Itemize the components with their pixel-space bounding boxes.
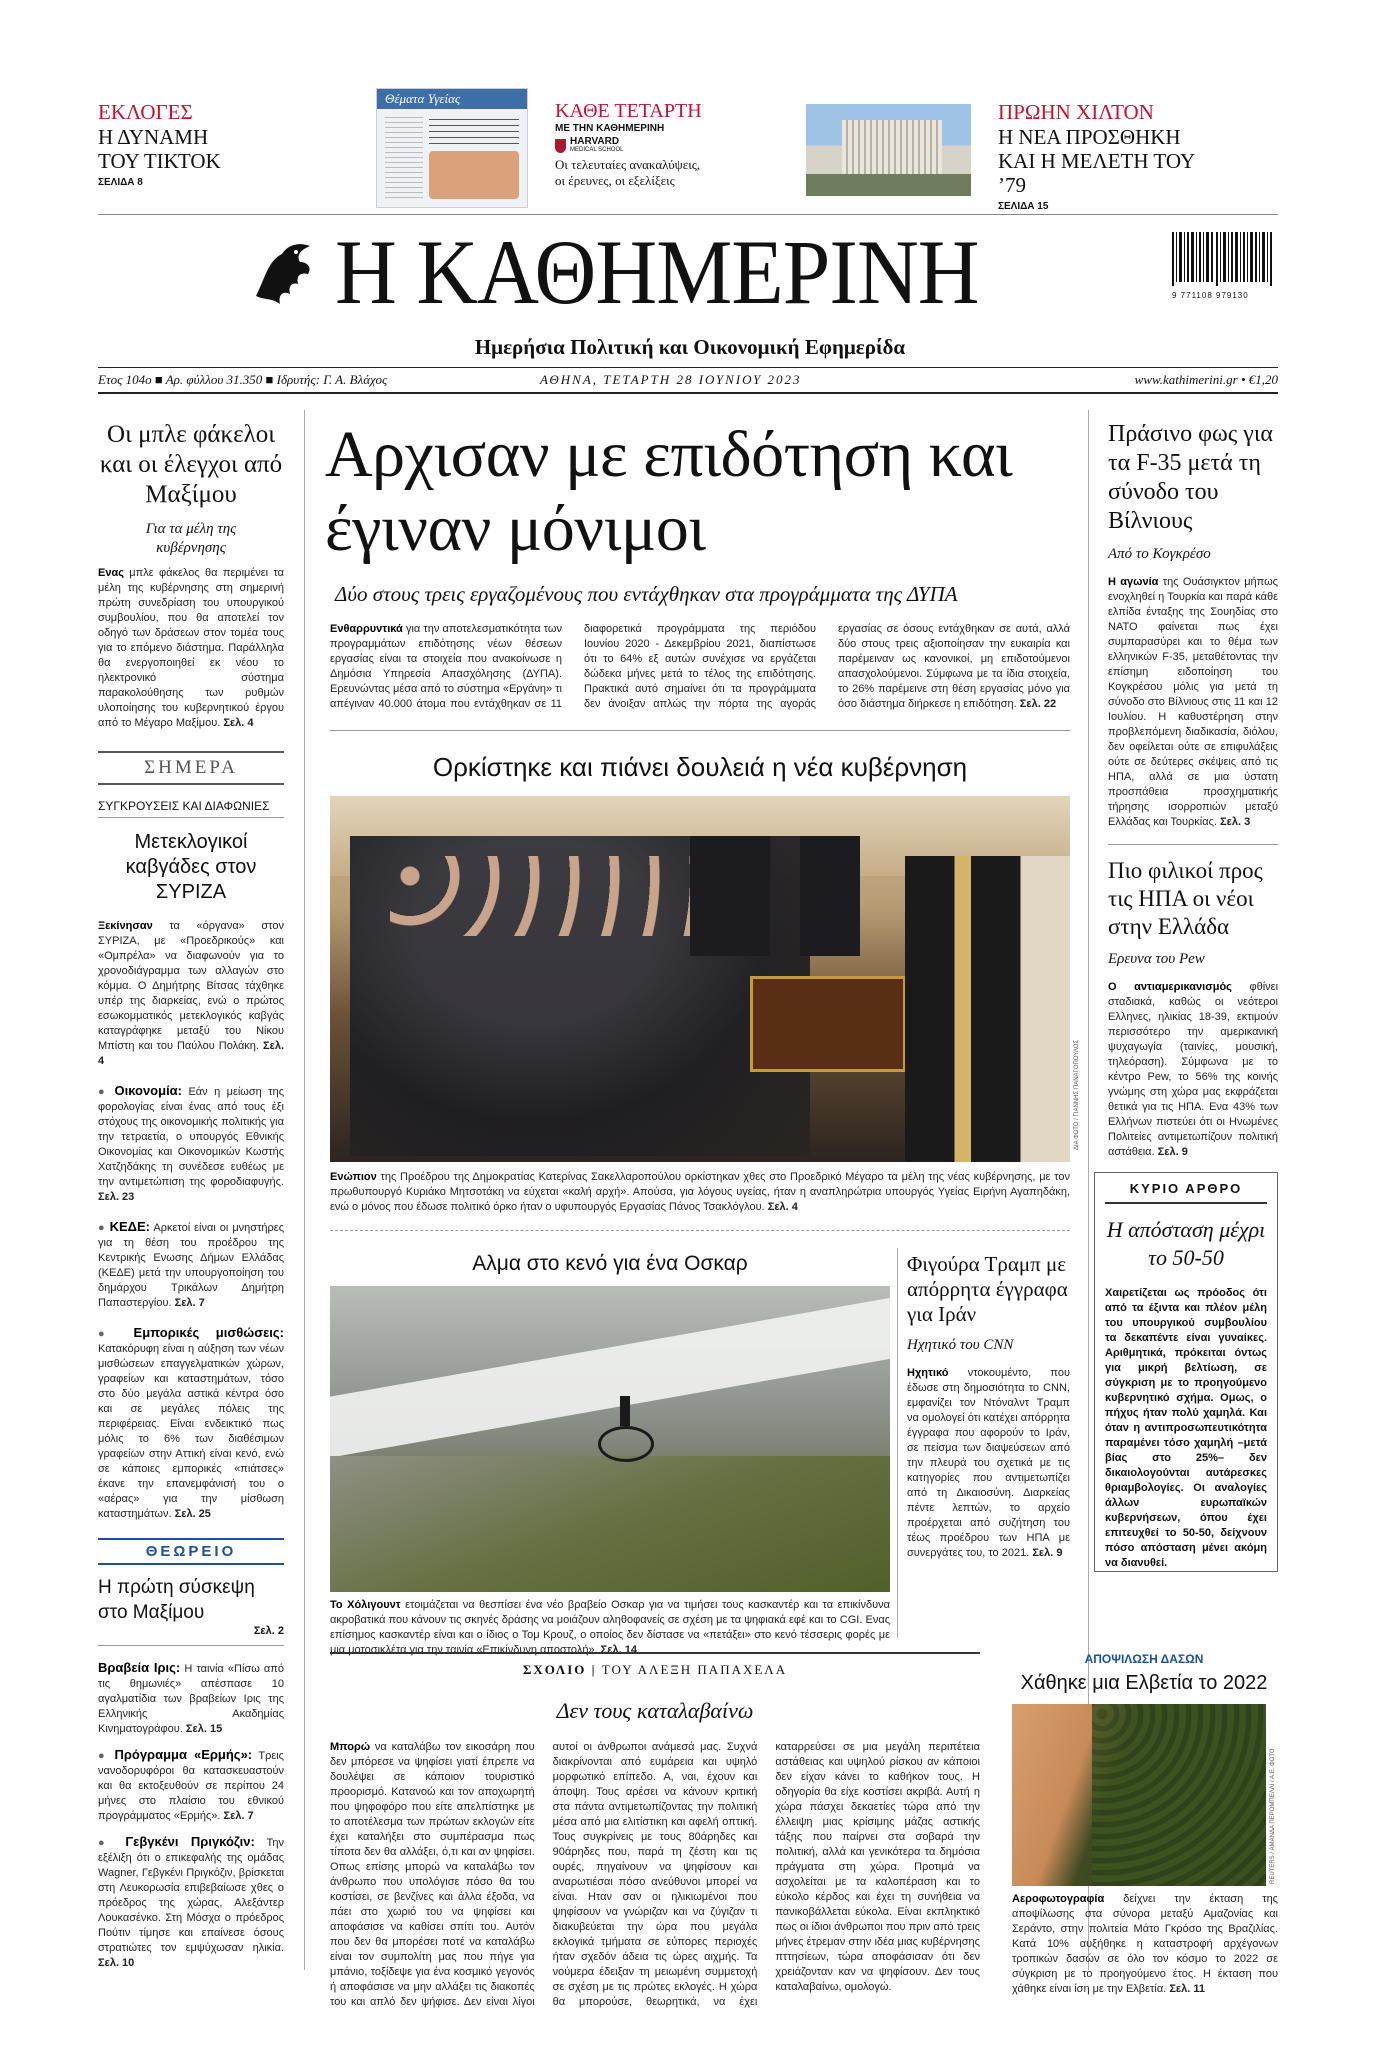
harvard-brand: HARVARD — [570, 136, 620, 147]
sxolio-author: ΤΟΥ ΑΛΕΞΗ ΠΑΠΑΧΕΛΑ — [601, 1662, 788, 1677]
brief-kede: ● ΚΕΔΕ: Αρκετοί είναι οι μνηστήρες για τη θέση του προέδρου της Κεντρικής Ενωσης Δήμων Ελλάδας (ΚΕΔΕ) μετά την υπουργοποίηση του δημάρχου Τρικάλων Δημήτρη Παπαστεργίου. Σελ. 7 — [98, 1219, 284, 1309]
brief-ermis: ● Πρόγραμμα «Ερμής»: Τρεις νανοδορυφόροι θα κατασκευαστούν και θα εκτοξευθούν σε περίπου 24 μήνες στο πλαίσιο του εθνικού προγράμματος «Ερμής». Σελ. 7 — [98, 1747, 284, 1822]
sxolio-title: Δεν τους καταλαβαίνω — [556, 1698, 754, 1723]
main-body: Ενθαρρυντικά για την αποτελεσματικότητα των προγραμμάτων επιδότησης νέων θέσεων εργασίας είναι τα στοιχεία που ανακοίνωσε η Δημόσια Υπηρεσία Απασχόλησης (ΔΥΠΑ). Ερευνώντας μέσα από το σύστημα «Εργάνη» τι απέγιναν 40.000 άτομα που εντάχθηκαν σε 11 διαφορετικά προγράμματα της περιόδου Ιουνίου 2020 - Δεκεμβρίου 2021, διαπίστωσε ότι το 64% εξ αυτών συνέχισε να εργάζεται δώδεκα μήνες μετά το τέλος της επιδότησης. Πρακτικά αυτό σημαίνει ότι τα προγράμματα δεν άνοιξαν απλώς την πόρτα της αγοράς εργασίας σε όσους εντάχθηκαν σε αυτά, αλλά δύο στους τρεις αξιοποίησαν την ευκαιρία και παρέμειναν ως κανονικοί, μη επιδοτούμενοι απασχολούμενοι. Σύμφωνα με τα ίδια στοιχεία, το 26% παρέμεινε στη θέση εργασίας μόνο για όσο διάστημα διήρκεσε η επιδότηση. Σελ. 22 — [330, 623, 1070, 710]
teaser-kicker: ΚΑΘΕ ΤΕΤΑΡΤΗ — [555, 100, 702, 122]
oscar-photo[interactable] — [330, 1286, 890, 1592]
newspaper-name: Η ΚΑΘΗΜΕΡΙΝΗ — [335, 221, 979, 323]
barcode — [1172, 232, 1274, 300]
top-rule — [98, 214, 1278, 215]
teaser-sub: ΜΕ ΤΗΝ ΚΑΘΗΜΕΡΙΝΗ — [555, 123, 665, 134]
right-story1-body: Η αγωνία της Ουάσιγκτον μήπως ενοχληθεί η Τουρκία και παρά κάθε ελπίδα ένταξης της Σουηδίας στο ΝΑΤΟ φαίνεται πως έχει συμπαρασύρει και το θέμα των ελληνικών F-35, μεταθέτοντας την επίσημη ειδοποίηση του Κογκρέσου μόλις για μετά τη σύνοδο στο Βίλνιους στις 11 και 12 Ιουλίου. Η καθυστέρηση στην προβλεπόμενη διαδικασία, διόλου, δεν οφείλεται ούτε σε επιφυλάξεις ούτε σε δεύτερες σκέψεις από τις ΗΠΑ, αλλά σε μια ύστατη προσπάθεια προσχηματικής τήρησης ισορροπιών μεταξύ Ελλάδας και Τουρκίας. Σελ. 3 — [1108, 576, 1278, 828]
left-story1-sub: Για τα μέλη της κυβέρνησης — [145, 521, 237, 556]
brief-oikonomia: ● Οικονομία: Εάν η μείωση της φορολογίας είναι ένας από τους έξι στόχους της οικονομικής πολιτικής για την τετραετία, ο υπουργός Εθνικής Οικονομίας και Οικονομικών Κωστής Χατζηδάκης τη συνέδεσε ευθέως με την αντιμετώπιση της φοροδιαφυγής. Σελ. 23 — [98, 1083, 284, 1203]
right-story2-body: Ο αντιαμερικανισμός φθίνει σταδιακά, καθώς οι νεότεροι Ελληνες, ηλικίας 18-39, εκτιμούν περισσότερο την αμερικανική ψυχαγωγία (ταινίες, μουσική, τηλεόραση). Σύμφωνα με το κέντρο Pew, το 56% της κοινής γνώμης στη χώρα μας εκφράζεται θετικά για τις ΗΠΑ. Ενα 43% των Ελλήνων πιστεύει ότι οι Ηνωμένες Πολιτείες αντιμετωπίζουν πολιτική αστάθεια. Σελ. 9 — [1108, 981, 1279, 1158]
right-story2-sub: Ερευνα του Pew — [1108, 951, 1205, 967]
teaser-kicker: ΕΚΛΟΓΕΣ — [98, 100, 193, 124]
hilton-photo[interactable] — [806, 104, 971, 196]
sxolio-header: ΣΧΟΛΙΟ | ΤΟΥ ΑΛΕΞΗ ΠΑΠΑΧΕΛΑ — [330, 1652, 980, 1678]
teaser-page: ΣΕΛΙΔΑ 15 — [998, 201, 1049, 212]
trump-story — [907, 1252, 1070, 1561]
main-separator — [330, 730, 1070, 731]
info-rule-top — [98, 367, 1278, 368]
teaser-hilton[interactable] — [998, 100, 1258, 212]
forest-photo[interactable] — [1012, 1704, 1266, 1886]
right-story2-title: Πιο φιλικοί προς τις ΗΠΑ οι νέοι στην Ελλάδα — [1108, 858, 1263, 939]
ceremony-photo-credit: ΔΙΑ ΦΩΤΟ / ΓΙΑΝΝΗΣ ΠΑΝΑΓΟΠΟΥΛΟΣ — [1074, 1039, 1080, 1150]
harvard-shield-icon — [555, 139, 566, 153]
right-column — [1108, 420, 1278, 1160]
left-story2-body: Ξεκίνησαν τα «όργανα» στον ΣΥΡΙΖΑ, με «Προεδρικούς» και «Ομπρέλα» να διαφωνούν για το χρονοδιάγραμμα των αλλαγών στο κόμμα. Ο Δημήτρης Βίτσας τάχθηκε υπέρ της διαρκείας, ενώ ο πρώτος εσωκομματικός μετεκλογικός καβγάς καταγράφηκε μεταξύ του Νίκου Μπίστη και του Παύλου Πολάκη. Σελ. 4 — [98, 920, 284, 1067]
teaser-text: Οι τελευταίες ανακαλύψεις, οι έρευνες, οι εξελίξεις — [555, 157, 701, 188]
barcode-number: 9 771108 979130 — [1172, 291, 1249, 300]
editorial-title: Η απόσταση μέχρι το 50-50 — [1106, 1217, 1266, 1270]
brief-misthoseis: ● Εμπορικές μισθώσεις: Κατακόρυφη είναι η αύξηση των νέων μισθώσεων επαγγελματικών χώρων, γραφείων και καταστημάτων, τόσο στο δύο μεγάλα αστικά κέντρα όσο και σε μεγάλες πόλεις της περιφέρειας. Είναι ενδεικτικό πως μόλις το 6% των διαθέσιμων γραφείων στην Αττική είναι κενό, ενώ σε κάποιες εμπορικές «πιάτσες» έκανε την επανεμφάνισή του ο «αέρας» για την μίσθωση καταστημάτων. Σελ. 25 — [98, 1325, 284, 1520]
forest-photo-credit: REUTERS / ΑΜΑΝΔΑ ΠΕΡΟΜΠΕΛΛΙ / Α.Ε. ΦΩΤΟ — [1270, 1748, 1276, 1884]
harvard-brand-sub: MEDICAL SCHOOL — [570, 147, 624, 153]
sxolio-body: Μπορώ να καταλάβω τον εικοσάρη που δεν μπόρεσε να ψηφίσει γιατί έπρεπε να δουλέψει σε κάποιον τουριστικό προορισμό. Κατανοώ και τον αποχωρητή που ψηφοφόρο που είτε απελπίστηκε με το αποτέλεσμα των πρώτων εκλογών είτε έχει καταλήξει στο συμπέρασμα πως τίποτα δεν θα αλλάξει, ό,τι και αν ψηφίσει. Οπως επίσης μπορώ να καταλάβω τον άνθρωπο που υπολόγισε πόσο θα του κοστίσει, σε βενζίνες και άλλα έξοδα, να πάει στο χωριό του να ψηφίσει και αποφάσισε να καθίσει σπίτι του. Αυτόν που δεν θα μπορέσει ποτέ να καταλάβω είναι τον συμπολίτη μας που πήγε για μπάνιο, τοξίδεψε για ένα κοσμικό γεγονός ή αποφάσισε να μην αλλάξει τις διακοπές του και απλό δεν ψήφισε. Δεν είναι λίγοι αυτοί οι άνθρωποι ανάμεσά μας. Συχνά διακρίνονται από ευμάρεια και υψηλό μορφωτικό επίπεδο. Α, ναι, έχουν και άποψη. Τους αρέσει να κάνουν κριτική στα πάντα αντιμετωπίζοντας την πολιτική μέσα από μια ελιτίστικη και αφελή οπτική. Τους συγκρίνεις με τους 80άρηδες και 90άρηδες που, παρά τη ζέστη και τις ουρές, πηγαίνουν να ψηφίσουν και αναρωτιέσαι πόσο ανεύθυνοι μπορεί να είναι. Ηταν σαν οι ηλικιωμένοι που ψηφίσουν να γνώριζαν και να ζύγιζαν τι διακυβεύεται την ώρα που μεγάλα εκλογικά τμήματα σε εύπορες περιοχές ήταν σχεδόν άδεια τις ώρες αιχμής. Τα νούμερα έδειξαν τη μειωμένη συμμετοχή σε σχέση με τις πρώτες εκλογές. Η χώρα θα μπορούσε, θεωρητικά, να έχει καταρρεύσει σε μια μεγάλη περιπέτεια αστάθειας και υψηλού ρίσκου αν κάποιοι δεν είχαν κάνει το καθήκον τους. Η οδηγορία θα είχε κοστίσει ακριβά. Αυτή η χώρα πάσχει δεκαετίες τώρα από την έλλειψη μιας κρίσιμης μάζας αστικής τάξης που παίρνει στα σοβαρά την πολιτική, αλλά και γενικότερα τα δημόσια πράγματα στη χώρα. Προτιμά να ασχολείται με τα καλοπέραση και το εύκολο κέρδος και έχει τη συνήθεια να πανικοβάλλεται εύκολα. Είναι εκπληκτικό πως οι ίδιοι άνθρωποι που πριν από τρεις μήνες έτρεμαν στην ιδέα μιας κυβέρνησης πττησίεων, τώρα αποφάσισαν ότι δεν χρειάζονταν καν να ψηφίσουν. Δεν τους καταλαβαίνω, ομολογώ. — [330, 1741, 980, 2008]
left-story1-title: Οι μπλε φάκελοι και οι έλεγχοι από Μαξίμου — [99, 421, 283, 508]
main-headline: Αρχισαν με επιδότηση και έγιναν μόνιμοι — [325, 418, 1013, 565]
oscar-vertical-rule — [897, 1248, 898, 1638]
editorial-box — [1094, 1172, 1278, 1572]
magazine-title: Θέματα Υγείας — [377, 89, 527, 109]
teaser-page: ΣΕΛΙΔΑ 8 — [98, 177, 143, 188]
left-story1-body: Ενας μπλε φάκελος θα περιμένει τα μέλη της κυβέρνησης στη σημερινή πρώτη συνεδρίαση του υπουργικού συμβουλίου, που θα αποτελεί τον οδηγό των δράσεων στον τομέα τους για το επόμενο διάστημα. Παράλληλα θα ενεργοποιηθεί εκ νέου το ηλεκτρονικό σύστημα παρακολούθησης των ρυθμών υλοποίησης του κυβερνητικού έργου από το Μέγαρο Μαξίμου. Σελ. 4 — [98, 567, 284, 729]
right-story1-title: Πράσινο φως για τα F-35 μετά τη σύνοδο του Βίλνιους — [1108, 421, 1273, 534]
teaser-title: Η ΔΥΝΑΜΗ ΤΟΥ ΤΙΚΤΟΚ — [98, 125, 221, 173]
griffin-logo-icon — [248, 236, 318, 310]
dotted-separator — [330, 1230, 1070, 1231]
editorial-body: Χαιρετίζεται ως πρόοδος ότι από τα έξιντα και πλέον μέλη του υπουργικού συμβουλίου τα δεκαπέντε είναι γυναίκες. Αριθμητικά, πρόκειται όντως για μικρή βελτίωση, σε σύγκριση με το προηγούμενο κυβερνητικό σχήμα. Ομως, ο πήχυς ήταν πολύ χαμηλά. Και όταν η αντιπροσωπευτικότητα παραμένει τόσο χαμηλή –μετά βίας στο 25%– δεν δικαιολογούνται αυτάρεσκες θριαμβολογίες. Οι αναλογίες άλλων ευρωπαϊκών κυβερνήσεων, όπου έχει επιτευχθεί το 50-50, δείχνουν πόσο απόσταση μένει ακόμη να διανυθεί. — [1105, 1287, 1267, 1569]
teaser-ekloges[interactable] — [98, 100, 338, 188]
simera-kicker: ΣΥΓΚΡΟΥΣΕΙΣ ΚΑΙ ΔΙΑΦΩΝΙΕΣ — [98, 799, 284, 818]
brief-iris: Βραβεία Ιρις: Η ταινία «Πίσω από τις θημωνιές» απέσπασε 10 αγαλματίδια των βραβείων Ιρις της Ελληνικής Ακαδημίας Κινηματογράφου. Σελ. 15 — [98, 1660, 284, 1735]
teaser-harvard[interactable] — [555, 100, 755, 189]
teaser-kicker: ΠΡΩΗΝ ΧΙΛΤΟΝ — [998, 100, 1154, 124]
forest-kicker: ΑΠΟΨΙΛΩΣΗ ΔΑΣΩΝ — [1084, 1652, 1204, 1666]
theorio-header: ΘΕΩΡΕΙΟ — [98, 1538, 284, 1565]
oscar-caption: Το Χόλιγουντ ετοιμάζεται να θεσπίσει ένα νέο βραβείο Οσκαρ για να τιμήσει τους κασκαντέρ και τα επικίνδυνα ακροβατικά που κάνουν τις σκηνές δράσης να μοιάζουν αληθοφανείς σε σχέση με τα ψηφιακά εφέ και το CGI. Ενας επίσημος κασκαντέρ είναι και ο ίδιος ο Τομ Κρουζ, ο οποίος δεν δίστασε να «πετάξει» στο κενό τέσσερις φορές με μια μοτοσικλέτα για την ταινία «Επικίνδυνη αποστολή». Σελ. 14 — [330, 1599, 890, 1656]
forest-title: Χάθηκε μια Ελβετία το 2022 — [1020, 1672, 1268, 1694]
info-rule-bottom — [98, 392, 1278, 394]
forest-story — [1010, 1652, 1278, 1695]
ceremony-headline: Ορκίστηκε και πιάνει δουλειά η νέα κυβέρνηση — [432, 752, 968, 782]
magazine-cover[interactable] — [376, 88, 528, 208]
info-right: www.kathimerini.gr • €1,20 — [1134, 372, 1278, 387]
main-deck: Δύο στους τρεις εργαζομένους που εντάχθηκαν στα προγράμματα της ΔΥΠΑ — [335, 582, 958, 606]
theorio-ref: Σελ. 2 — [98, 1625, 284, 1646]
left-vertical-rule — [304, 410, 305, 1970]
right-story1-sub: Από το Κογκρέσο — [1108, 546, 1211, 562]
oscar-headline: Αλμα στο κενό για ένα Οσκαρ — [472, 1252, 748, 1275]
forest-caption: Αεροφωτογραφία δείχνει την έκταση της αποψίλωσης στα σύνορα μεταξύ Αμαζονίας και Σεράντο, στην πολιτεία Μάτο Γκρόσο της Βραζιλίας. Κατά 10% αυξήθηκε η καταστροφή αρχέγονων τροπικών δασών σε όλο τον κόσμο το 2022 σε σύγκριση με το προηγούμενο έτος. Η έκταση που χάθηκε είναι ίση με την Ελβετία. Σελ. 11 — [1012, 1893, 1278, 1995]
trump-sub: Ηχητικό του CNN — [907, 1337, 1014, 1353]
newspaper-subtitle: Ημερήσια Πολιτική και Οικονομική Εφημερίδα — [474, 335, 906, 359]
ceremony-caption: Ενώπιον της Προέδρου της Δημοκρατίας Κατερίνας Σακελλαροπούλου ορκίστηκαν χθες στο Προεδρικό Μέγαρο τα μέλη της νέας κυβέρνησης, με τον πρωθυπουργό Κυριάκο Μητσοτάκη να εύχεται «καλή αρχή». Απούσα, για λόγους υγείας, ήταν η αναπληρώτρια υπουργός Υγείας Ειρήνη Αγαπηδάκη, ενώ ο μόνος που έδωσε πολιτικό όρκο ήταν ο υφυπουργός Εργασίας Πάνος Τσακλόγλου. Σελ. 4 — [330, 1171, 1070, 1213]
trump-title: Φιγούρα Τραμπ με απόρρητα έγγραφα για Ιράν — [907, 1252, 1068, 1326]
theorio-title: Η πρώτη σύσκεψη στο Μαξίμου — [98, 1577, 255, 1623]
teaser-title: Η ΝΕΑ ΠΡΟΣΘΗΚΗ ΚΑΙ Η ΜΕΛΕΤΗ ΤΟΥ ’79 — [998, 125, 1195, 197]
info-center: ΑΘΗΝΑ, ΤΕΤΑΡΤΗ 28 ΙΟΥΝΙΟΥ 2023 — [540, 372, 802, 387]
trump-body: Ηχητικό ντοκουμέντο, που έδωσε στη δημοσιότητα το CNN, εμφανίζει τον Ντόναλντ Τραμπ να ομολογεί ότι κατέχει απόρρητα έγγραφα που αφορούν το Ιράν, σε πείσμα των διαψεύσεων από την πλευρά του σχετικά με τις κατηγορίες που αντιμετωπίζει από τη Δικαιοσύνη. Διαρκείας πέντε λεπτών, το αρχείο προέρχεται από συζήτηση του τέως προέδρου των ΗΠΑ με συνεργάτες του, το 2021. Σελ. 9 — [907, 1367, 1070, 1559]
left-column — [98, 420, 284, 1971]
info-left: Ετος 104ο ■ Αρ. φύλλου 31.350 ■ Ιδρυτής: Γ. Α. Βλάχος — [98, 372, 388, 387]
left-story2-title: Μετεκλογικοί καβγάδες στον ΣΥΡΙΖΑ — [125, 831, 257, 903]
editorial-label: ΚΥΡΙΟ ΑΡΘΡΟ — [1105, 1181, 1267, 1204]
sxolio-label: ΣΧΟΛΙΟ — [522, 1662, 587, 1677]
simera-header: ΣΗΜΕΡΑ — [98, 751, 284, 785]
brief-prigozin: ● Γεβγκένι Πριγκόζιν: Την εξέλιξη ότι ο επικεφαλής της ομάδας Wagner, Γεβγκένι Πριγκόζιν, βρίσκεται στη Λευκορωσία επιβεβαίωσε χθες ο πρόεδρος της χώρας, Αλεξάντερ Λουκασένκο. Στη Μόσχα ο πρόεδρος Πούτιν τίμησε και επαίνεσε όσους στρατιώτες τον εμψύχωσαν ηλικία. Σελ. 10 — [98, 1834, 284, 1969]
ceremony-photo[interactable] — [330, 796, 1070, 1162]
